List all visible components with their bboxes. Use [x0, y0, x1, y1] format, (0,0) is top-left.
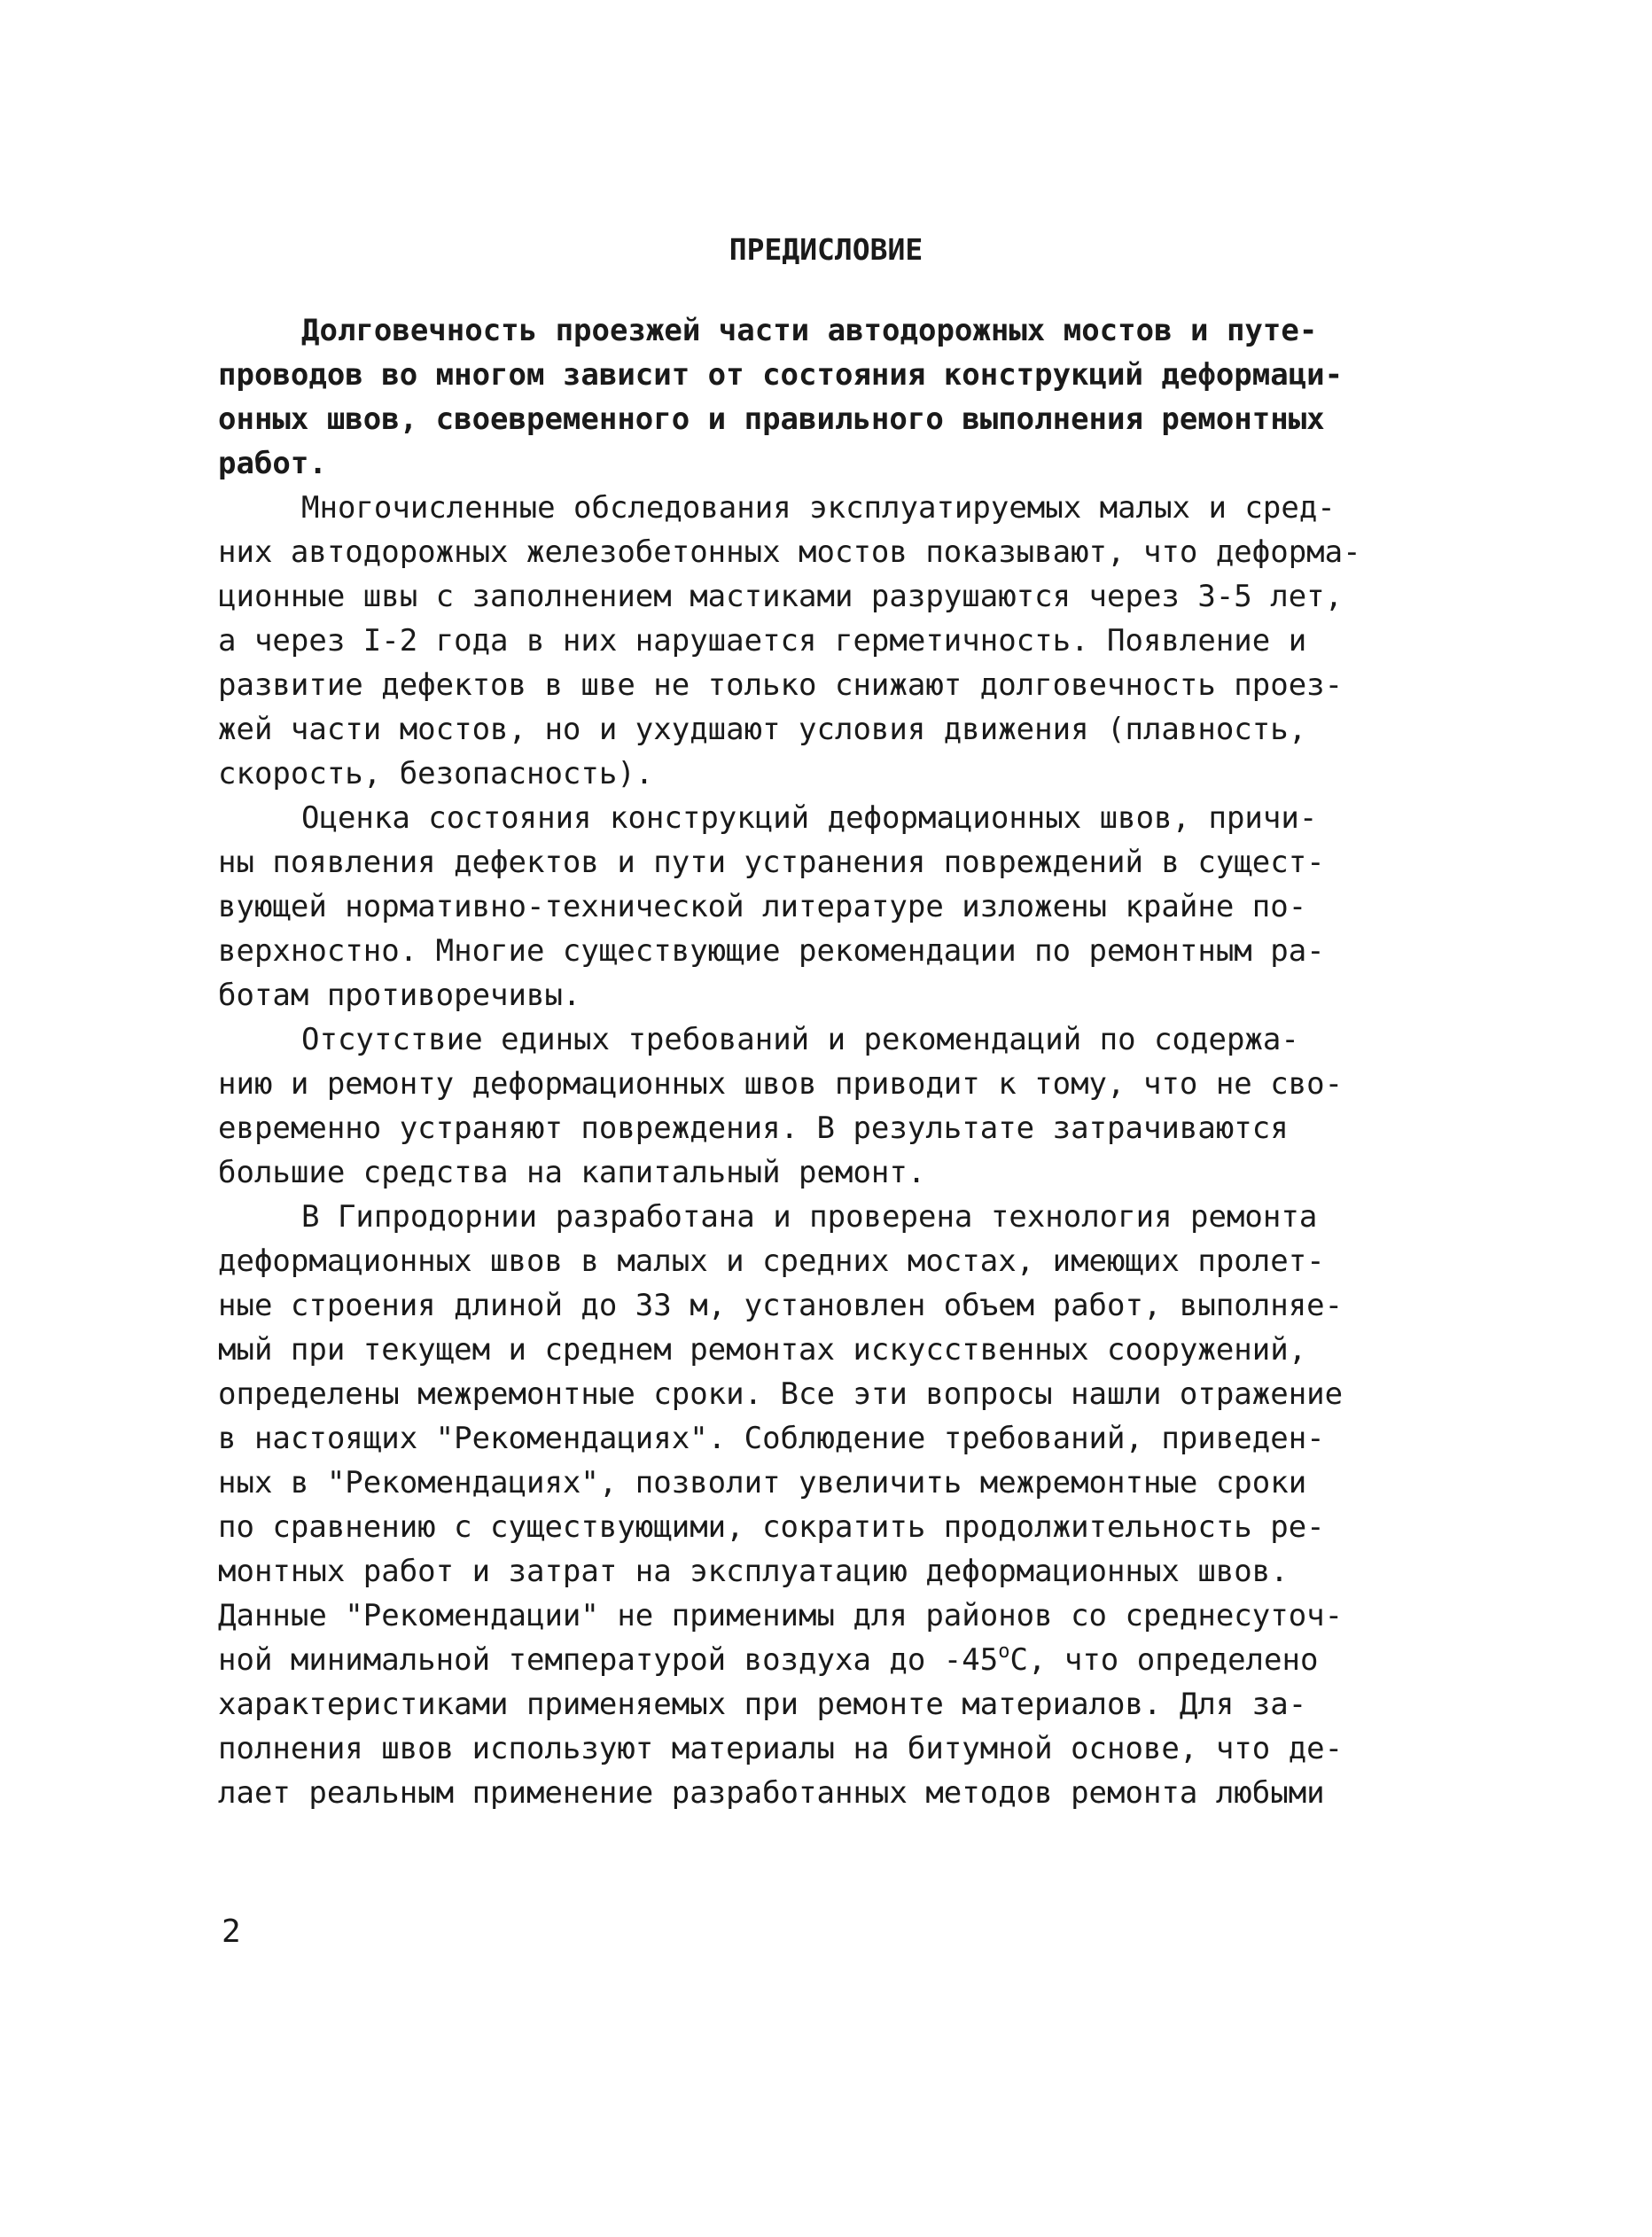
text-line: лает реальным применение разработанных методов ремонта любыми: [218, 1775, 1325, 1811]
text-line: монтных работ и затрат на эксплуатацию деформационных швов.: [218, 1554, 1289, 1589]
text-line: Долговечность проезжей части автодорожных мостов и путе-: [301, 313, 1318, 348]
text-line: Многочисленные обследования эксплуатируемых малых и сред-: [301, 490, 1336, 526]
text-line: жей части мостов, но и ухудшают условия движения (плавность,: [218, 712, 1307, 747]
text-line: по сравнению с существующими, сократить продолжительность ре-: [218, 1509, 1325, 1545]
text-line: онных швов, своевременного и правильного выполнения ремонтных: [218, 401, 1325, 437]
text-line: работ.: [218, 446, 327, 481]
text-line: ны появления дефектов и пути устранения повреждений в сущест-: [218, 845, 1325, 880]
text-line: скорость, безопасность).: [218, 756, 654, 791]
text-line: полнения швов используют материалы на битумной основе, что де-: [218, 1731, 1344, 1766]
text-line: а через I-2 года в них нарушается герметичность. Появление и: [218, 623, 1307, 659]
text-line: Данные "Рекомендации" не применимы для районов со среднесуточ-: [218, 1598, 1344, 1633]
text-line: ботам противоречивы.: [218, 978, 581, 1013]
text-line: мый при текущем и среднем ремонтах искусственных сооружений,: [218, 1332, 1307, 1368]
text-line: развитие дефектов в шве не только снижают долговечность проез-: [218, 667, 1344, 703]
text-line: верхностно. Многие существующие рекомендации по ремонтным ра-: [218, 933, 1325, 969]
page-title: ПРЕДИСЛОВИЕ: [729, 232, 923, 267]
text-segment: С, что определено: [1009, 1642, 1319, 1678]
text-line: деформационных швов в малых и средних мостах, имеющих пролет-: [218, 1243, 1325, 1279]
text-line: в настоящих "Рекомендациях". Соблюдение требований, приведен-: [218, 1421, 1325, 1456]
text-line: ционные швы с заполнением мастиками разрушаются через 3-5 лет,: [218, 579, 1344, 614]
text-line: нию и ремонту деформационных швов приводит к тому, что не сво-: [218, 1066, 1344, 1102]
degree-superscript: о: [998, 1641, 1010, 1663]
text-line: Оценка состояния конструкций деформационных швов, причи-: [301, 800, 1318, 836]
text-line: них автодорожных железобетонных мостов показывают, что деформа-: [218, 534, 1361, 570]
text-line: большие средства на капитальный ремонт.: [218, 1155, 926, 1190]
text-line: ных в "Рекомендациях", позволит увеличить межремонтные сроки: [218, 1465, 1307, 1500]
text-segment: ной минимальной температурой воздуха до -45: [218, 1642, 999, 1678]
text-line: характеристиками применяемых при ремонте материалов. Для за-: [218, 1687, 1307, 1722]
text-line: ные строения длиной до 33 м, установлен объем работ, выполняе-: [218, 1288, 1344, 1323]
text-line: проводов во многом зависит от состояния конструкций деформаци-: [218, 357, 1344, 393]
text-line: определены межремонтные сроки. Все эти вопросы нашли отражение: [218, 1376, 1344, 1412]
text-line: вующей нормативно-технической литературе изложены крайне по-: [218, 889, 1307, 924]
text-line: евременно устраняют повреждения. В результате затрачиваются: [218, 1111, 1289, 1146]
text-line: В Гипродорнии разработана и проверена технология ремонта: [301, 1199, 1318, 1235]
text-line: Отсутствие единых требований и рекомендаций по содержа-: [301, 1022, 1299, 1057]
text-line-temperature: [218, 1638, 1361, 1682]
preface-body: [218, 308, 1361, 1815]
page-number: 2: [222, 1914, 241, 1950]
